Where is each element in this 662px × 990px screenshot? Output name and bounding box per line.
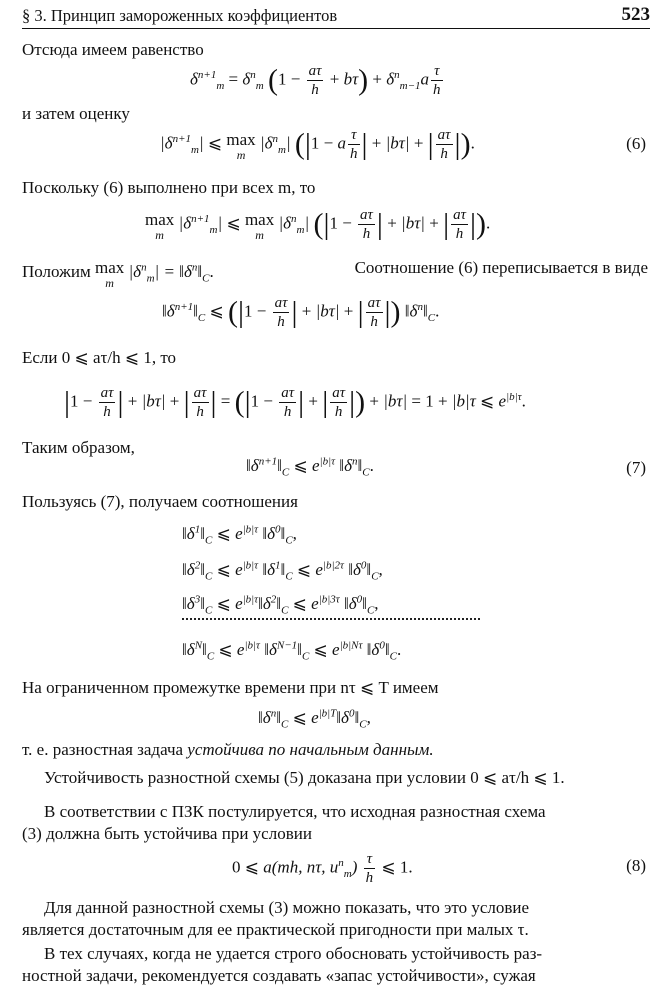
text-line-10: Устойчивость разностной схемы (5) доказана при условии 0 ⩽ aτ/h ⩽ 1. [44, 768, 565, 787]
text-line-3: Поскольку (6) выполнено при всех m, то [22, 178, 316, 197]
text-line-8: На ограниченном промежутке времени при nτ ⩽ T имеем [22, 678, 439, 697]
equation-norm-estimate: $‖\delta^{n+1}‖_C$ ⩽ (|1 − $\frac{a\tau}{h}$ | + |bτ| + | $\frac{a\tau}{h}$ |) $‖\delta^n‖_C$. [162, 295, 440, 330]
text-line-5: Если 0 ⩽ aτ/h ⩽ 1, то [22, 348, 177, 367]
relation-1: $‖\delta^1‖_C$ ⩽ $e^{|b|\tau}$ $‖\delta^0‖_C$, [182, 523, 297, 547]
equation-stability-bound: $‖\delta^n‖_C$ ⩽ $e^{|b|T}‖\delta^0‖_C$, [258, 707, 371, 731]
equation-max-estimate: max m $|\delta^{n+1}_m|$ ⩽ max m $|\delta^n_m|$ (|1 − $\frac{a\tau}{h}$ | + |bτ| + | $\frac{a\tau}{h}$ |). [145, 207, 491, 242]
equation-estimate: $|\delta^{n+1}_m|$ ⩽ max m $|\delta^n_m|$ (|1 − a $\frac{\tau}{h}$ | + |bτ| + | $\frac{a\tau}{h}$ |). [160, 127, 475, 162]
text-line-14: является достаточным для ее практической пригодности при малых τ. [22, 920, 529, 939]
text-line-6: Таким образом, [22, 438, 135, 457]
equation-delta-update: $\delta^{n+1}_m = \delta^n_m$ (1 − $\frac{a\tau}{h}$ + $b\tau) + \delta^n_{m-1}a$ $\frac{\tau}{h}$ [190, 63, 441, 98]
text-line-15: В тех случаях, когда не удается строго обосновать устойчивость раз- [44, 944, 543, 963]
equation-7: $‖\delta^{n+1}‖_C$ ⩽ $e^{|b|\tau}$ $‖\delta^n‖_C$. [246, 455, 374, 479]
text-line-16: ностной задачи, рекомендуется создавать «запас устойчивости», сужая [22, 966, 536, 985]
text-line-13: Для данной разностной схемы (3) можно показать, что это условие [44, 898, 530, 917]
text-line-9-start: т. е. разностная задача [22, 740, 184, 759]
text-line-4-start: Положим [22, 261, 91, 281]
relation-n: $‖\delta^N‖_C$ ⩽ $e^{|b|\tau}$ $‖\delta^{N-1}‖_C$ ⩽ $e^{|b|N\tau}$ $‖\delta^0‖_C$. [182, 639, 402, 663]
text-line-9-italic: устойчива по начальным данным. [187, 740, 434, 759]
text-line-7: Пользуясь (7), получаем соотношения [22, 492, 298, 511]
equation-number-7: (7) [626, 458, 646, 477]
text-line-1: Отсюда имеем равенство [22, 40, 204, 59]
text-line-12: (3) должна быть устойчива при условии [22, 824, 312, 843]
text-line-11 [44, 802, 648, 822]
relation-2: $‖\delta^2‖_C$ ⩽ $e^{|b|\tau}$ $‖\delta^1‖_C$ ⩽ $e^{|b|2\tau}$ $‖\delta^0‖_C$, [182, 559, 383, 583]
equation-number-6: (6) [626, 134, 646, 153]
equation-number-8: (8) [626, 856, 646, 875]
equation-exponential-bound: |1 − $\frac{a\tau}{h}$ | + |bτ| + | $\frac{a\tau}{h}$ | = (|1 − $\frac{a\tau}{h}$ | + | $\frac{a\tau}{h}$ |) + |bτ| = 1 + |b|τ ⩽ $e^{|b|\tau}$. [64, 385, 526, 420]
relation-3: $‖\delta^3‖_C$ ⩽ $e^{|b|\tau}‖\delta^2‖_C$ ⩽ $e^{|b|3\tau}$ $‖\delta^0‖_C$, [182, 593, 379, 617]
text-line-4-end: Соотношение (6) переписывается в виде [354, 258, 648, 277]
dotted-separator [182, 618, 480, 620]
equation-8: 0 ⩽ a(mh, nτ, $u^n_m$) $\frac{\tau}{h}$ ⩽ 1. [232, 851, 413, 886]
page-number: 523 [621, 4, 650, 25]
text-line-4: Положим max m $|\delta^n_m|$ = $‖\delta^n‖_C$. Соотношение (6) переписывается в виде [22, 258, 648, 290]
running-header [22, 2, 650, 29]
text-line-9 [22, 740, 434, 760]
text-line-11-text: В соответствии с ПЗК постулируется, что исходная разностная схема [44, 802, 546, 821]
section-title: § 3. Принцип замороженных коэффициентов [22, 6, 338, 25]
text-line-2: и затем оценку [22, 104, 130, 123]
